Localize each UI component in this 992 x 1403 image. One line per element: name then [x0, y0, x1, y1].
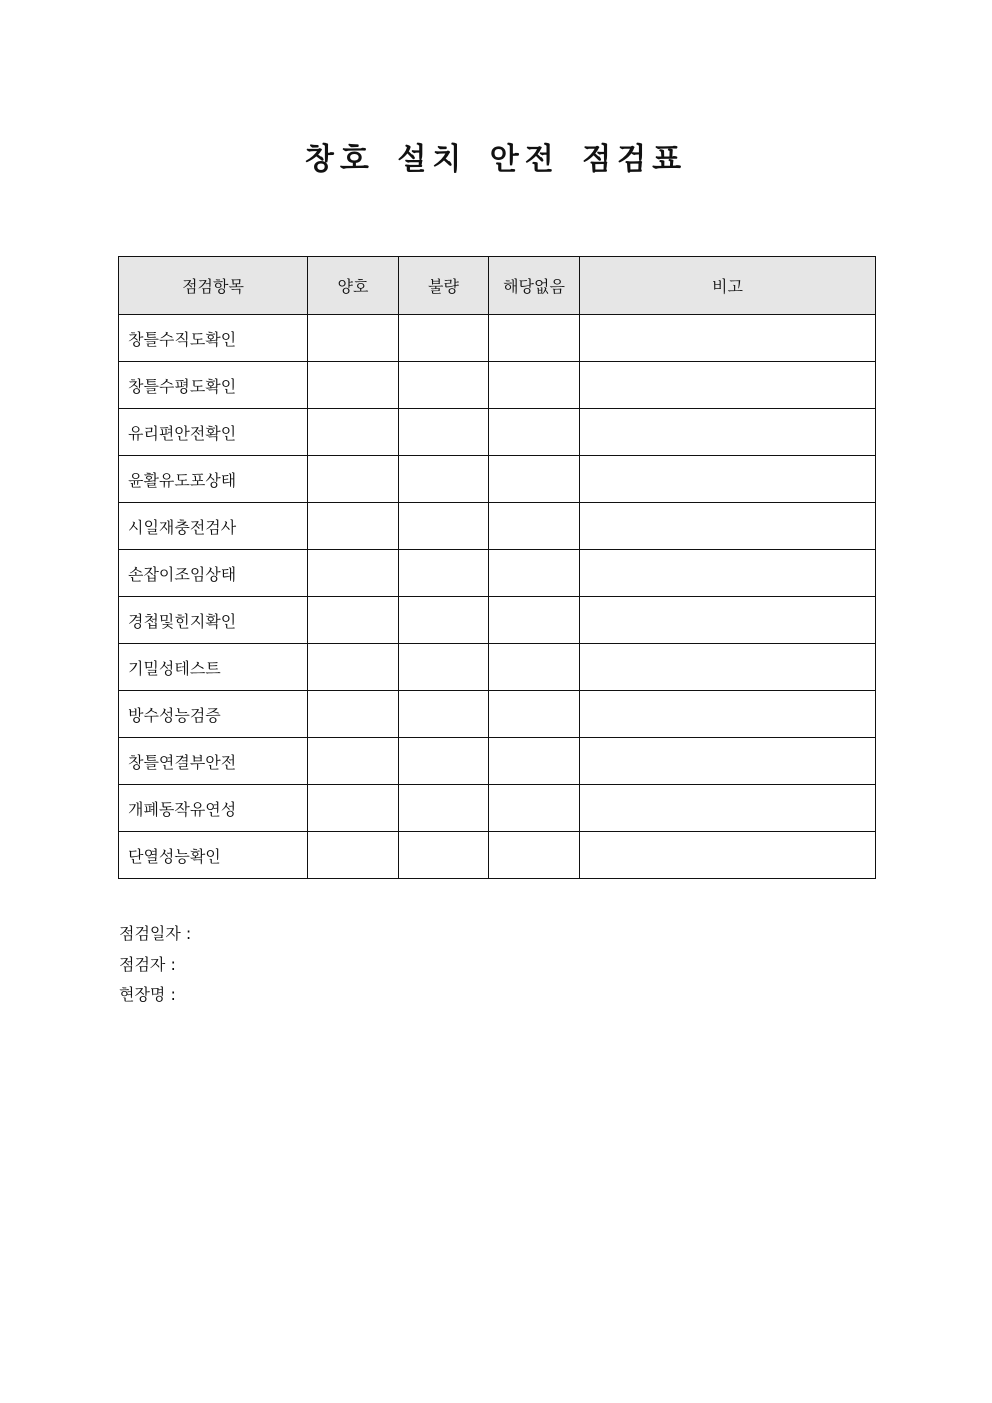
header-na: 해당없음 — [489, 257, 580, 315]
table-row — [119, 785, 876, 832]
header-good: 양호 — [308, 257, 399, 315]
na-cell[interactable] — [489, 644, 580, 691]
header-bad: 불량 — [399, 257, 489, 315]
good-cell[interactable] — [308, 550, 399, 597]
good-cell[interactable] — [308, 409, 399, 456]
header-item: 점검항목 — [119, 257, 308, 315]
bad-cell[interactable] — [399, 691, 489, 738]
checklist-table — [118, 256, 876, 879]
na-cell[interactable] — [489, 738, 580, 785]
check-item: 창틀연결부안전 — [119, 738, 308, 785]
remarks-cell[interactable] — [580, 456, 876, 503]
bad-cell[interactable] — [399, 785, 489, 832]
good-cell[interactable] — [308, 597, 399, 644]
remarks-cell[interactable] — [580, 738, 876, 785]
table-row — [119, 691, 876, 738]
good-cell[interactable] — [308, 362, 399, 409]
na-cell[interactable] — [489, 785, 580, 832]
na-cell[interactable] — [489, 550, 580, 597]
good-cell[interactable] — [308, 738, 399, 785]
good-cell[interactable] — [308, 315, 399, 362]
table-row — [119, 644, 876, 691]
na-cell[interactable] — [489, 832, 580, 879]
bad-cell[interactable] — [399, 503, 489, 550]
bad-cell[interactable] — [399, 456, 489, 503]
remarks-cell[interactable] — [580, 785, 876, 832]
check-item: 개폐동작유연성 — [119, 785, 308, 832]
good-cell[interactable] — [308, 644, 399, 691]
remarks-cell[interactable] — [580, 409, 876, 456]
good-cell[interactable] — [308, 832, 399, 879]
header-remarks: 비고 — [580, 257, 876, 315]
na-cell[interactable] — [489, 409, 580, 456]
remarks-cell[interactable] — [580, 597, 876, 644]
check-item: 방수성능검증 — [119, 691, 308, 738]
table-row — [119, 503, 876, 550]
na-cell[interactable] — [489, 691, 580, 738]
check-item: 단열성능확인 — [119, 832, 308, 879]
inspector-label: 점검자 : — [119, 954, 176, 974]
check-item: 윤활유도포상태 — [119, 456, 308, 503]
remarks-cell[interactable] — [580, 362, 876, 409]
remarks-cell[interactable] — [580, 503, 876, 550]
bad-cell[interactable] — [399, 738, 489, 785]
inspection-date-label: 점검일자 : — [119, 924, 192, 943]
check-item: 기밀성테스트 — [119, 644, 308, 691]
bad-cell[interactable] — [399, 315, 489, 362]
bad-cell[interactable] — [399, 409, 489, 456]
page-title: 창호 설치 안전 점검표 — [304, 142, 688, 177]
bad-cell[interactable] — [399, 644, 489, 691]
table-row — [119, 315, 876, 362]
bad-cell[interactable] — [399, 362, 489, 409]
bad-cell[interactable] — [399, 832, 489, 879]
na-cell[interactable] — [489, 362, 580, 409]
check-item: 창틀수평도확인 — [119, 362, 308, 409]
na-cell[interactable] — [489, 503, 580, 550]
table-row — [119, 409, 876, 456]
check-item: 경첩및힌지확인 — [119, 597, 308, 644]
na-cell[interactable] — [489, 597, 580, 644]
check-item: 유리편안전확인 — [119, 409, 308, 456]
table-row — [119, 832, 876, 879]
good-cell[interactable] — [308, 456, 399, 503]
check-item: 시일재충전검사 — [119, 503, 308, 550]
check-item: 창틀수직도확인 — [119, 315, 308, 362]
table-row — [119, 597, 876, 644]
remarks-cell[interactable] — [580, 832, 876, 879]
table-row — [119, 456, 876, 503]
na-cell[interactable] — [489, 456, 580, 503]
good-cell[interactable] — [308, 503, 399, 550]
bad-cell[interactable] — [399, 550, 489, 597]
remarks-cell[interactable] — [580, 315, 876, 362]
good-cell[interactable] — [308, 785, 399, 832]
remarks-cell[interactable] — [580, 644, 876, 691]
bad-cell[interactable] — [399, 597, 489, 644]
good-cell[interactable] — [308, 691, 399, 738]
table-row — [119, 550, 876, 597]
header-row — [119, 257, 876, 315]
site-name-label: 현장명 : — [119, 985, 176, 1004]
remarks-cell[interactable] — [580, 550, 876, 597]
check-item: 손잡이조임상태 — [119, 550, 308, 597]
na-cell[interactable] — [489, 315, 580, 362]
remarks-cell[interactable] — [580, 691, 876, 738]
table-row — [119, 362, 876, 409]
footer — [119, 919, 191, 1011]
table-row — [119, 738, 876, 785]
